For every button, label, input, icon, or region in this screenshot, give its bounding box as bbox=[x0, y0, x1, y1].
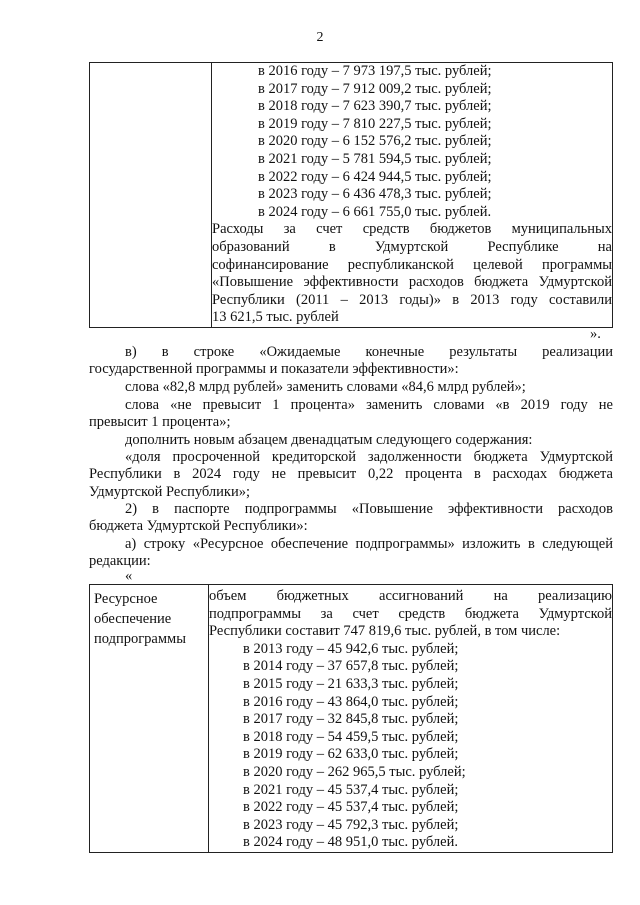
item-a-line: редакции: bbox=[89, 553, 151, 570]
quote-line: Удмуртской Республики»; bbox=[89, 483, 251, 500]
intro-line: Республики составит 747 819,6 тыс. рублей, в том числе: bbox=[209, 623, 561, 640]
table-content-cell bbox=[212, 63, 613, 328]
new-paragraph-quote bbox=[89, 449, 613, 501]
item-a-line: а) строку «Ресурсное обеспечение подпрограммы» изложить в следующей bbox=[125, 536, 613, 552]
paragraph-line: Республики (2011 – 2013 годы)» в 2013 году составили bbox=[212, 291, 612, 308]
years-list bbox=[212, 63, 612, 221]
item-v-line: государственной программы и показатели эффективности»: bbox=[89, 361, 459, 378]
year-line: в 2021 году – 45 537,4 тыс. рублей; bbox=[243, 781, 459, 798]
resource-content-cell bbox=[209, 585, 613, 853]
table-label-cell-empty bbox=[90, 63, 212, 328]
year-line: в 2023 году – 45 792,3 тыс. рублей; bbox=[243, 816, 459, 833]
funding-table-continued bbox=[89, 62, 613, 328]
resource-label-line: подпрограммы bbox=[94, 631, 186, 647]
open-quote: « bbox=[125, 568, 133, 584]
item-v bbox=[89, 344, 613, 379]
year-line: в 2014 году – 37 657,8 тыс. рублей; bbox=[243, 658, 459, 675]
replace-2-line: превысит 1 процента»; bbox=[89, 413, 231, 430]
year-line: в 2022 году – 45 537,4 тыс. рублей; bbox=[243, 799, 459, 816]
replace-1-line: слова «82,8 млрд рублей» заменить словами «84,6 млрд рублей»; bbox=[125, 379, 526, 395]
year-line: в 2017 году – 32 845,8 тыс. рублей; bbox=[243, 711, 459, 728]
resource-label-line: Ресурсное bbox=[94, 591, 158, 607]
quote-line: «доля просроченной кредиторской задолженности бюджета Удмуртской bbox=[125, 449, 613, 465]
intro-line: объем бюджетных ассигнований на реализацию bbox=[209, 588, 612, 604]
add-paragraph bbox=[89, 432, 613, 449]
year-line: в 2019 году – 7 810 227,5 тыс. рублей; bbox=[258, 115, 492, 132]
year-line: в 2015 году – 21 633,3 тыс. рублей; bbox=[243, 675, 459, 692]
year-line: в 2020 году – 6 152 576,2 тыс. рублей; bbox=[258, 133, 492, 150]
year-line: в 2020 году – 262 965,5 тыс. рублей; bbox=[243, 763, 466, 780]
resource-label-cell bbox=[90, 585, 209, 853]
resource-provision-table bbox=[89, 584, 613, 853]
year-line: в 2016 году – 7 973 197,5 тыс. рублей; bbox=[258, 63, 492, 79]
resource-intro bbox=[209, 588, 612, 641]
municipal-expenses-paragraph bbox=[212, 221, 612, 327]
year-line: в 2017 году – 7 912 009,2 тыс. рублей; bbox=[258, 80, 492, 97]
year-line: в 2013 году – 45 942,6 тыс. рублей; bbox=[243, 640, 459, 657]
replace-2-line: слова «не превысит 1 процента» заменить словами «в 2019 году не bbox=[125, 396, 613, 413]
closing-quote: ». bbox=[590, 326, 601, 342]
year-line: в 2018 году – 7 623 390,7 тыс. рублей; bbox=[258, 98, 492, 115]
year-line: в 2016 году – 43 864,0 тыс. рублей; bbox=[243, 693, 459, 710]
year-line: в 2023 году – 6 436 478,3 тыс. рублей; bbox=[258, 186, 492, 203]
add-paragraph-line: дополнить новым абзацем двенадцатым следующего содержания: bbox=[125, 431, 533, 448]
item-v-line: в) в строке «Ожидаемые конечные результаты реализации bbox=[125, 344, 613, 360]
resource-label-line: обеспечение bbox=[94, 611, 172, 627]
paragraph-line: софинансирование республиканской целевой программы bbox=[212, 256, 612, 273]
item-a bbox=[89, 536, 613, 571]
resource-years-list bbox=[209, 641, 612, 852]
item-2-line: 2) в паспорте подпрограммы «Повышение эффективности расходов bbox=[125, 501, 613, 517]
paragraph-line: «Повышение эффективности расходов бюджета Удмуртской bbox=[212, 274, 612, 291]
paragraph-line: 13 621,5 тыс. рублей bbox=[212, 309, 339, 326]
year-line: в 2022 году – 6 424 944,5 тыс. рублей; bbox=[258, 168, 492, 185]
year-line: в 2018 году – 54 459,5 тыс. рублей; bbox=[243, 728, 459, 745]
item-2 bbox=[89, 501, 613, 536]
year-line: в 2024 году – 6 661 755,0 тыс. рублей. bbox=[258, 203, 492, 220]
paragraph-line: Расходы за счет средств бюджетов муниципальных bbox=[212, 221, 612, 238]
replace-1 bbox=[89, 379, 613, 396]
year-line: в 2024 году – 48 951,0 тыс. рублей. bbox=[243, 834, 458, 851]
page-number: 2 bbox=[316, 30, 324, 45]
year-line: в 2019 году – 62 633,0 тыс. рублей; bbox=[243, 746, 459, 763]
item-2-line: бюджета Удмуртской Республики»: bbox=[89, 518, 308, 535]
paragraph-line: образований в Удмуртской Республике на bbox=[212, 238, 612, 255]
year-line: в 2021 году – 5 781 594,5 тыс. рублей; bbox=[258, 150, 492, 167]
replace-2 bbox=[89, 397, 613, 432]
quote-line: Республики в 2024 году не превысит 0,22 процента в расходах бюджета bbox=[89, 466, 613, 483]
intro-line: подпрограммы за счет средств бюджета Удмуртской bbox=[209, 605, 612, 622]
